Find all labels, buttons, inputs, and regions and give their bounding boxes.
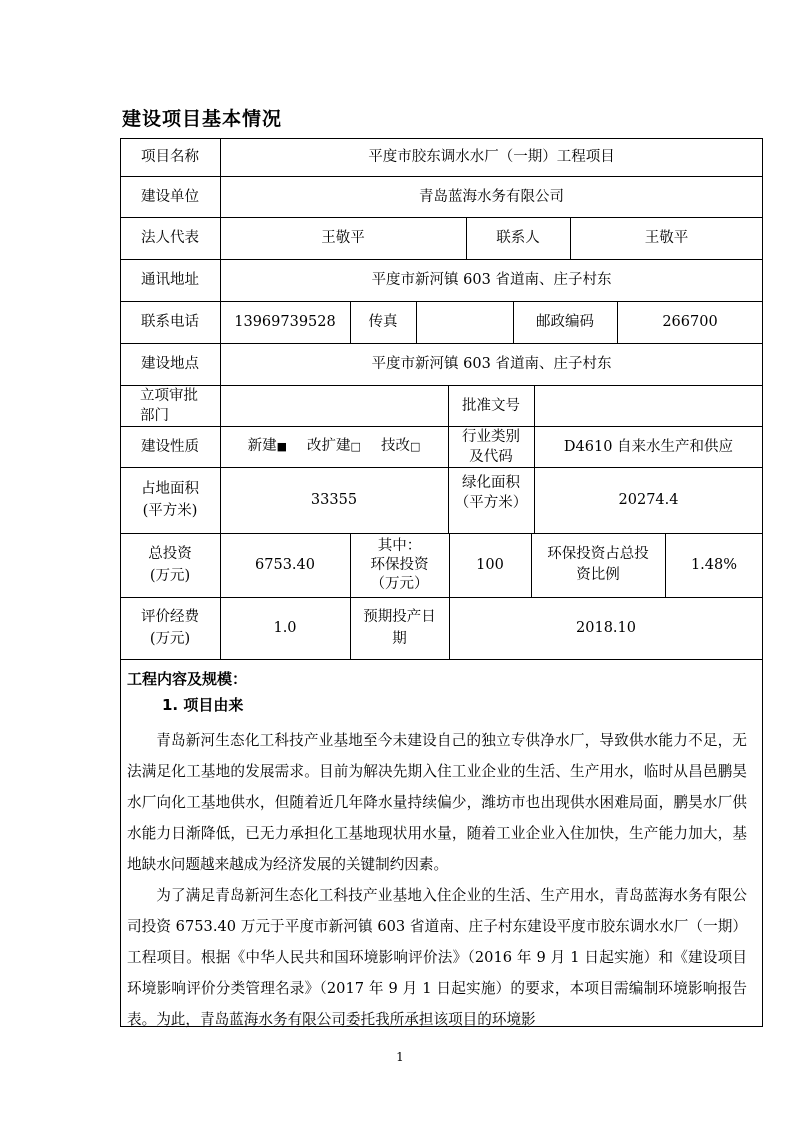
contact-value: 王敬平 (644, 230, 689, 246)
checkbox-empty-icon: □ (409, 440, 421, 453)
option-renovate: 技改□ (380, 438, 421, 454)
page-number: 1 (396, 1050, 404, 1064)
phone-value: 13969739528 (234, 314, 336, 330)
phone-label: 联系电话 (141, 314, 199, 330)
production-date-label: 预期投产日 期 (363, 609, 436, 647)
industry-label: 行业类别 及代码 (462, 428, 520, 465)
postcode-value: 266700 (662, 314, 718, 330)
builder-value: 青岛蓝海水务有限公司 (419, 188, 564, 205)
project-name-value: 平度市胶东调水水厂（一期）工程项目 (368, 149, 615, 165)
green-area-label: 绿化面积 （平方米） (454, 475, 528, 511)
approval-dept-label (120, 385, 220, 426)
land-area-value: 33355 (310, 492, 358, 508)
nature-options (220, 426, 448, 467)
project-name-label: 项目名称 (141, 149, 199, 165)
approval-no-value (534, 385, 763, 426)
fax-value (416, 301, 513, 343)
content-heading: 工程内容及规模： (127, 670, 248, 688)
paragraph-purpose: 为了满足青岛新河生态化工科技产业基地入住企业的生活、生产用水，青岛蓝海水务有限公司投资 6753.40 万元于平度市新河镇 603 省道南、庄子村东建设平度市胶东调水水厂（一期）工程项目。根据《中华人民共和国环境影响评价法》（2016 年 9 月 1 日起实施）和《建设项目环境影响评价分类管理名录》（2017 年 9 月 1 日起实施）的要求，本项目需编制环境影响报告表。为此，青岛蓝海水务有限公司委托我所承担该项目的环境影 (127, 887, 747, 1028)
green-area-value: 20274.4 (618, 492, 679, 508)
total-invest-value: 6753.40 (255, 557, 315, 573)
nature-label: 建设性质 (141, 438, 199, 455)
content-subheading: 1. 项目由来 (162, 696, 244, 714)
legal-rep-value: 王敬平 (321, 230, 365, 246)
approval-dept-label-line1: 立项审批 (140, 387, 198, 404)
approval-no-label: 批准文号 (462, 397, 520, 414)
row-divider (120, 659, 763, 660)
env-invest-label: 其中： 环保投资 （万元） (370, 537, 429, 592)
page-title: 建设项目基本情况 (122, 108, 283, 130)
env-ratio-label: 环保投资占总投 资比例 (547, 546, 649, 583)
total-invest-label: 总投资 (万元) (148, 546, 192, 584)
approval-dept-label-line2: 部门 (140, 407, 169, 424)
location-label: 建设地点 (141, 356, 199, 372)
address-label: 通讯地址 (141, 272, 199, 288)
approval-dept-value (220, 385, 448, 426)
land-area-label: 占地面积 (平方米) (141, 481, 199, 519)
eval-fee-label: 评价经费 (万元) (141, 609, 199, 647)
industry-value: D4610 自来水生产和供应 (563, 438, 734, 455)
option-expand: 改扩建□ (307, 438, 361, 454)
checkbox-empty-icon: □ (350, 440, 361, 453)
contact-label: 联系人 (496, 230, 540, 246)
postcode-label: 邮政编码 (536, 314, 594, 330)
fax-label: 传真 (368, 314, 398, 330)
checkbox-checked-icon: ■ (276, 440, 288, 453)
env-ratio-value: 1.48% (690, 557, 738, 573)
eval-fee-value: 1.0 (273, 620, 297, 636)
paragraph-background: 青岛新河生态化工科技产业基地至今未建设自己的独立专供净水厂，导致供水能力不足，无法满足化工基地的发展需求。目前为解决先期入住工业企业的生活、生产用水，临时从昌邑鹏昊水厂向化工基地供水，但随着近几年降水量持续偏少，潍坊市也出现供水困难局面，鹏昊水厂供水能力日渐降低，已无力承担化工基地现状用水量，随着工业企业入住加快，生产能力加大，基地缺水问题越来越成为经济发展的关键制约因素。 (127, 732, 747, 873)
env-invest-value: 100 (476, 557, 504, 573)
legal-rep-label: 法人代表 (141, 230, 199, 246)
option-new: 新建■ (247, 438, 288, 454)
address-value: 平度市新河镇 603 省道南、庄子村东 (371, 272, 612, 288)
location-value: 平度市新河镇 603 省道南、庄子村东 (371, 356, 612, 372)
production-date-value: 2018.10 (576, 620, 636, 636)
builder-label: 建设单位 (141, 188, 199, 205)
